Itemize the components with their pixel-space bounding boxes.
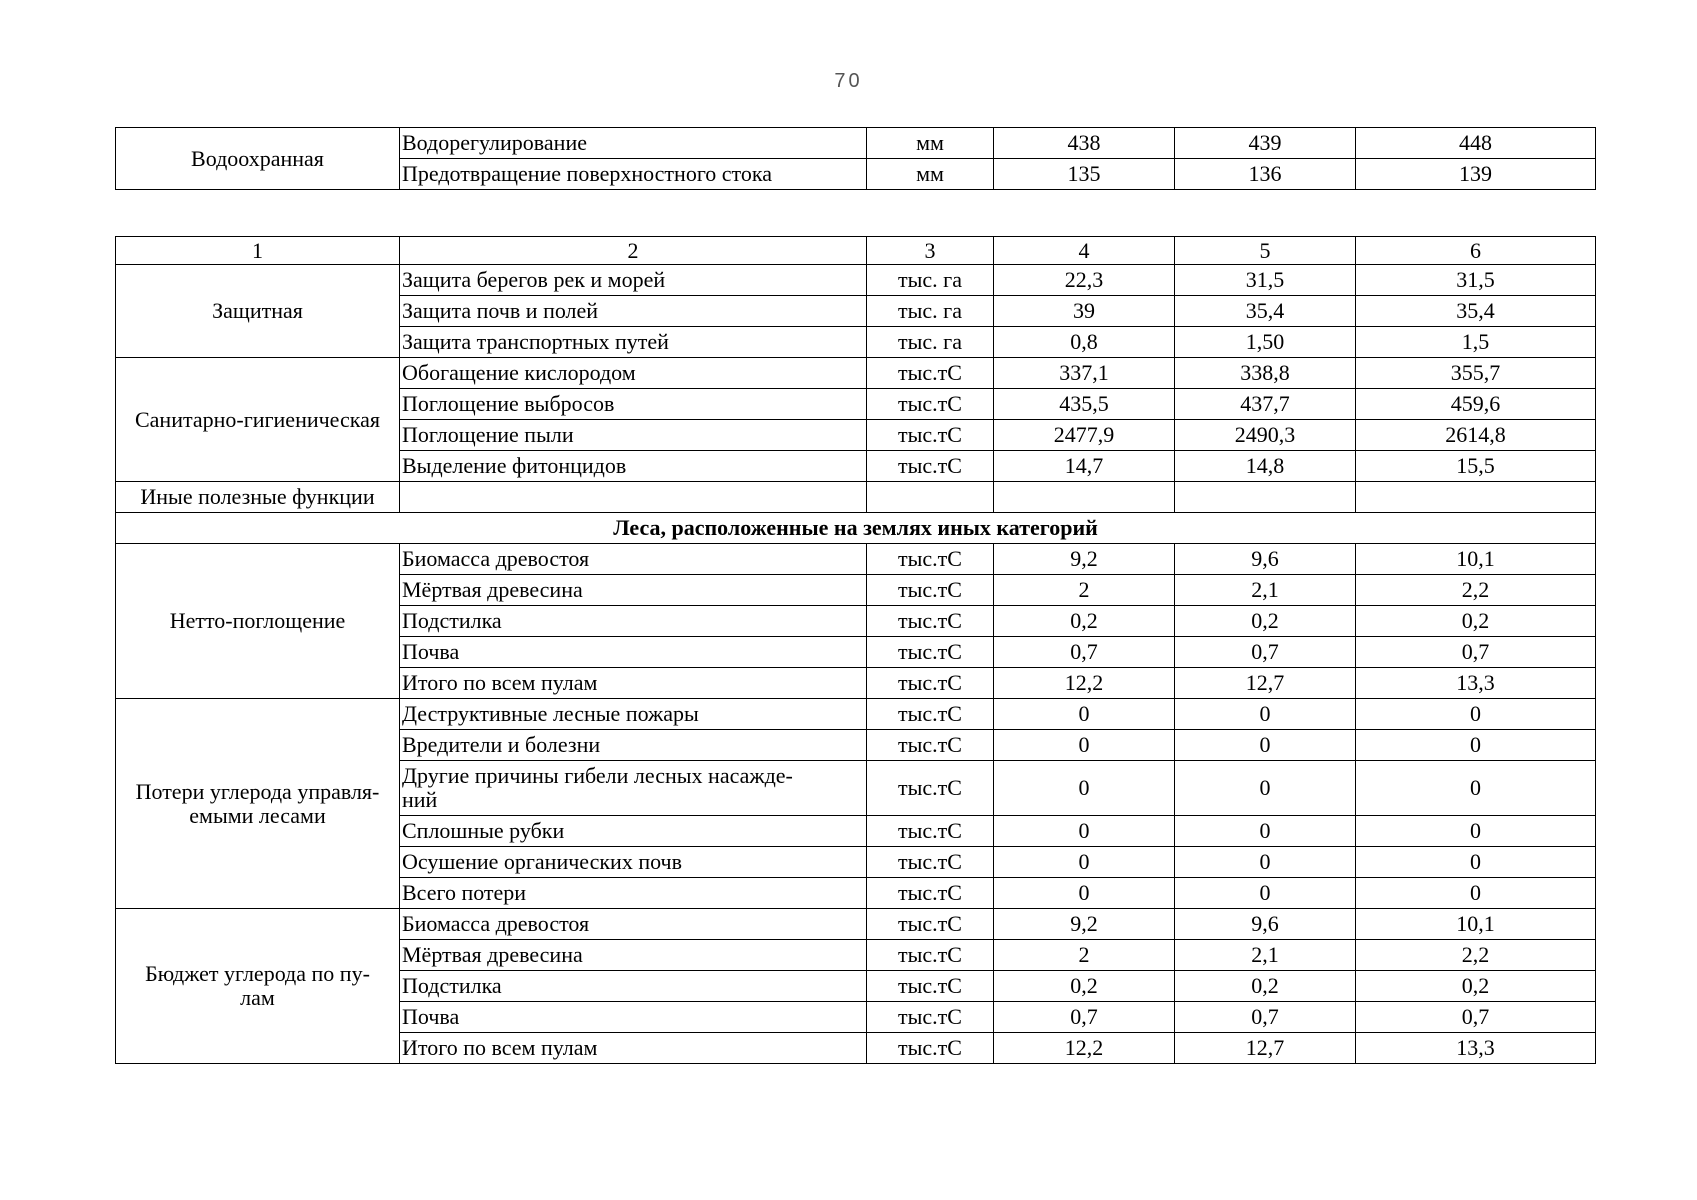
group-cell: Санитарно-гигиеническая	[116, 358, 400, 482]
empty-cell	[400, 482, 867, 513]
value-cell: 0,7	[994, 1002, 1175, 1033]
value-cell: 0	[1356, 878, 1596, 909]
value-cell: 0	[1175, 761, 1356, 816]
value-cell: 0,2	[1356, 971, 1596, 1002]
value-cell: 0,7	[1356, 1002, 1596, 1033]
column-number: 5	[1175, 237, 1356, 265]
value-cell: 1,5	[1356, 327, 1596, 358]
value-cell: 2,1	[1175, 940, 1356, 971]
value-cell: 10,1	[1356, 544, 1596, 575]
table-row	[116, 128, 1596, 159]
value-cell: 12,7	[1175, 1033, 1356, 1064]
value-cell: 0,2	[1175, 606, 1356, 637]
value-cell: 459,6	[1356, 389, 1596, 420]
indicator-cell: Подстилка	[400, 971, 867, 1002]
indicator-cell: Выделение фитонцидов	[400, 451, 867, 482]
column-number: 4	[994, 237, 1175, 265]
value-cell: 2,2	[1356, 940, 1596, 971]
value-cell: 0	[994, 699, 1175, 730]
value-cell: 438	[994, 128, 1175, 159]
water-protection-table	[115, 127, 1596, 190]
indicator-cell: Подстилка	[400, 606, 867, 637]
value-cell: 435,5	[994, 389, 1175, 420]
value-cell: 136	[1175, 159, 1356, 190]
value-cell: 337,1	[994, 358, 1175, 389]
value-cell: 0,2	[994, 971, 1175, 1002]
value-cell: 2	[994, 575, 1175, 606]
unit-cell: тыс.тС	[867, 878, 994, 909]
value-cell: 0,7	[1175, 1002, 1356, 1033]
unit-cell: тыс.тС	[867, 358, 994, 389]
column-number: 3	[867, 237, 994, 265]
value-cell: 448	[1356, 128, 1596, 159]
indicator-cell: Поглощение выбросов	[400, 389, 867, 420]
unit-cell: мм	[867, 159, 994, 190]
unit-cell: мм	[867, 128, 994, 159]
indicator-cell: Почва	[400, 637, 867, 668]
group-cell: Водоохранная	[116, 128, 400, 190]
value-cell: 0,7	[1175, 637, 1356, 668]
value-cell: 2,2	[1356, 575, 1596, 606]
value-cell: 15,5	[1356, 451, 1596, 482]
value-cell: 0	[1175, 730, 1356, 761]
unit-cell: тыс. га	[867, 265, 994, 296]
unit-cell: тыс.тС	[867, 761, 994, 816]
indicator-cell: Биомасса древостоя	[400, 909, 867, 940]
section-title: Леса, расположенные на землях иных категорий	[116, 513, 1596, 544]
indicator-cell: Итого по всем пулам	[400, 668, 867, 699]
page-number: 70	[834, 70, 863, 92]
value-cell: 35,4	[1356, 296, 1596, 327]
value-cell: 0,7	[1356, 637, 1596, 668]
indicator-cell: Всего потери	[400, 878, 867, 909]
value-cell: 9,6	[1175, 909, 1356, 940]
unit-cell: тыс.тС	[867, 1002, 994, 1033]
value-cell: 10,1	[1356, 909, 1596, 940]
unit-cell: тыс.тС	[867, 699, 994, 730]
value-cell: 0,2	[994, 606, 1175, 637]
value-cell: 0,2	[1356, 606, 1596, 637]
group-name-line: лам	[240, 985, 275, 1010]
group-cell	[116, 699, 400, 909]
value-cell: 0	[1175, 816, 1356, 847]
indicator-line: Другие причины гибели лесных насажде-	[402, 763, 793, 788]
group-cell	[116, 909, 400, 1064]
unit-cell: тыс.тС	[867, 451, 994, 482]
value-cell: 0	[994, 730, 1175, 761]
group-name-line: Бюджет углерода по пу-	[145, 961, 370, 986]
value-cell: 1,50	[1175, 327, 1356, 358]
value-cell: 0	[1356, 730, 1596, 761]
empty-cell	[1175, 482, 1356, 513]
value-cell: 14,8	[1175, 451, 1356, 482]
value-cell: 35,4	[1175, 296, 1356, 327]
indicator-cell: Поглощение пыли	[400, 420, 867, 451]
value-cell: 22,3	[994, 265, 1175, 296]
indicator-cell: Предотвращение поверхностного стока	[400, 159, 867, 190]
unit-cell: тыс.тС	[867, 909, 994, 940]
section-row	[116, 513, 1596, 544]
unit-cell: тыс.тС	[867, 730, 994, 761]
group-cell: Нетто-поглощение	[116, 544, 400, 699]
value-cell: 2	[994, 940, 1175, 971]
table-row	[116, 909, 1596, 940]
indicator-cell: Защита транспортных путей	[400, 327, 867, 358]
unit-cell: тыс.тС	[867, 389, 994, 420]
empty-cell	[867, 482, 994, 513]
value-cell: 12,2	[994, 668, 1175, 699]
value-cell: 2,1	[1175, 575, 1356, 606]
column-number: 2	[400, 237, 867, 265]
value-cell: 2490,3	[1175, 420, 1356, 451]
indicator-cell: Вредители и болезни	[400, 730, 867, 761]
value-cell: 0	[1356, 699, 1596, 730]
indicator-cell: Биомасса древостоя	[400, 544, 867, 575]
unit-cell: тыс.тС	[867, 971, 994, 1002]
unit-cell: тыс.тС	[867, 816, 994, 847]
unit-cell: тыс.тС	[867, 420, 994, 451]
unit-cell: тыс.тС	[867, 668, 994, 699]
value-cell: 12,7	[1175, 668, 1356, 699]
value-cell: 0,8	[994, 327, 1175, 358]
value-cell: 0	[1356, 761, 1596, 816]
value-cell: 0	[1175, 847, 1356, 878]
value-cell: 0	[994, 761, 1175, 816]
unit-cell: тыс.тС	[867, 1033, 994, 1064]
indicator-cell: Почва	[400, 1002, 867, 1033]
group-name-line: емыми лесами	[189, 802, 326, 828]
table-row	[116, 358, 1596, 389]
value-cell: 437,7	[1175, 389, 1356, 420]
group-cell: Иные полезные функции	[116, 482, 400, 513]
table-row	[116, 544, 1596, 575]
unit-cell: тыс.тС	[867, 575, 994, 606]
indicator-cell: Осушение органических почв	[400, 847, 867, 878]
indicator-cell: Защита почв и полей	[400, 296, 867, 327]
group-name-line: Потери углерода управля-	[135, 778, 380, 804]
value-cell: 12,2	[994, 1033, 1175, 1064]
empty-cell	[1356, 482, 1596, 513]
unit-cell: тыс.тС	[867, 606, 994, 637]
indicator-cell: Сплошные рубки	[400, 816, 867, 847]
value-cell: 0	[1175, 878, 1356, 909]
indicator-cell: Деструктивные лесные пожары	[400, 699, 867, 730]
value-cell: 9,6	[1175, 544, 1356, 575]
value-cell: 135	[994, 159, 1175, 190]
value-cell: 355,7	[1356, 358, 1596, 389]
unit-cell: тыс. га	[867, 296, 994, 327]
unit-cell: тыс.тС	[867, 544, 994, 575]
value-cell: 0	[994, 878, 1175, 909]
value-cell: 0	[994, 816, 1175, 847]
column-number-row	[116, 237, 1596, 265]
value-cell: 13,3	[1356, 668, 1596, 699]
table-row	[116, 699, 1596, 730]
value-cell: 338,8	[1175, 358, 1356, 389]
column-number: 6	[1356, 237, 1596, 265]
indicator-line: ний	[402, 787, 438, 812]
value-cell: 2477,9	[994, 420, 1175, 451]
indicator-cell: Водорегулирование	[400, 128, 867, 159]
table-row	[116, 482, 1596, 513]
value-cell: 31,5	[1356, 265, 1596, 296]
value-cell: 0,2	[1175, 971, 1356, 1002]
value-cell: 39	[994, 296, 1175, 327]
forest-functions-table	[115, 236, 1596, 1064]
unit-cell: тыс.тС	[867, 637, 994, 668]
indicator-cell	[400, 761, 867, 816]
value-cell: 2614,8	[1356, 420, 1596, 451]
value-cell: 0	[1175, 699, 1356, 730]
value-cell: 31,5	[1175, 265, 1356, 296]
group-cell: Защитная	[116, 265, 400, 358]
value-cell: 439	[1175, 128, 1356, 159]
value-cell: 13,3	[1356, 1033, 1596, 1064]
unit-cell: тыс.тС	[867, 940, 994, 971]
value-cell: 0	[1356, 847, 1596, 878]
indicator-cell: Итого по всем пулам	[400, 1033, 867, 1064]
value-cell: 0	[1356, 816, 1596, 847]
value-cell: 139	[1356, 159, 1596, 190]
unit-cell: тыс. га	[867, 327, 994, 358]
column-number: 1	[116, 237, 400, 265]
indicator-cell: Мёртвая древесина	[400, 940, 867, 971]
value-cell: 9,2	[994, 909, 1175, 940]
value-cell: 0	[994, 847, 1175, 878]
value-cell: 14,7	[994, 451, 1175, 482]
table-row	[116, 265, 1596, 296]
unit-cell: тыс.тС	[867, 847, 994, 878]
indicator-cell: Защита берегов рек и морей	[400, 265, 867, 296]
empty-cell	[994, 482, 1175, 513]
value-cell: 0,7	[994, 637, 1175, 668]
value-cell: 9,2	[994, 544, 1175, 575]
indicator-cell: Обогащение кислородом	[400, 358, 867, 389]
indicator-cell: Мёртвая древесина	[400, 575, 867, 606]
